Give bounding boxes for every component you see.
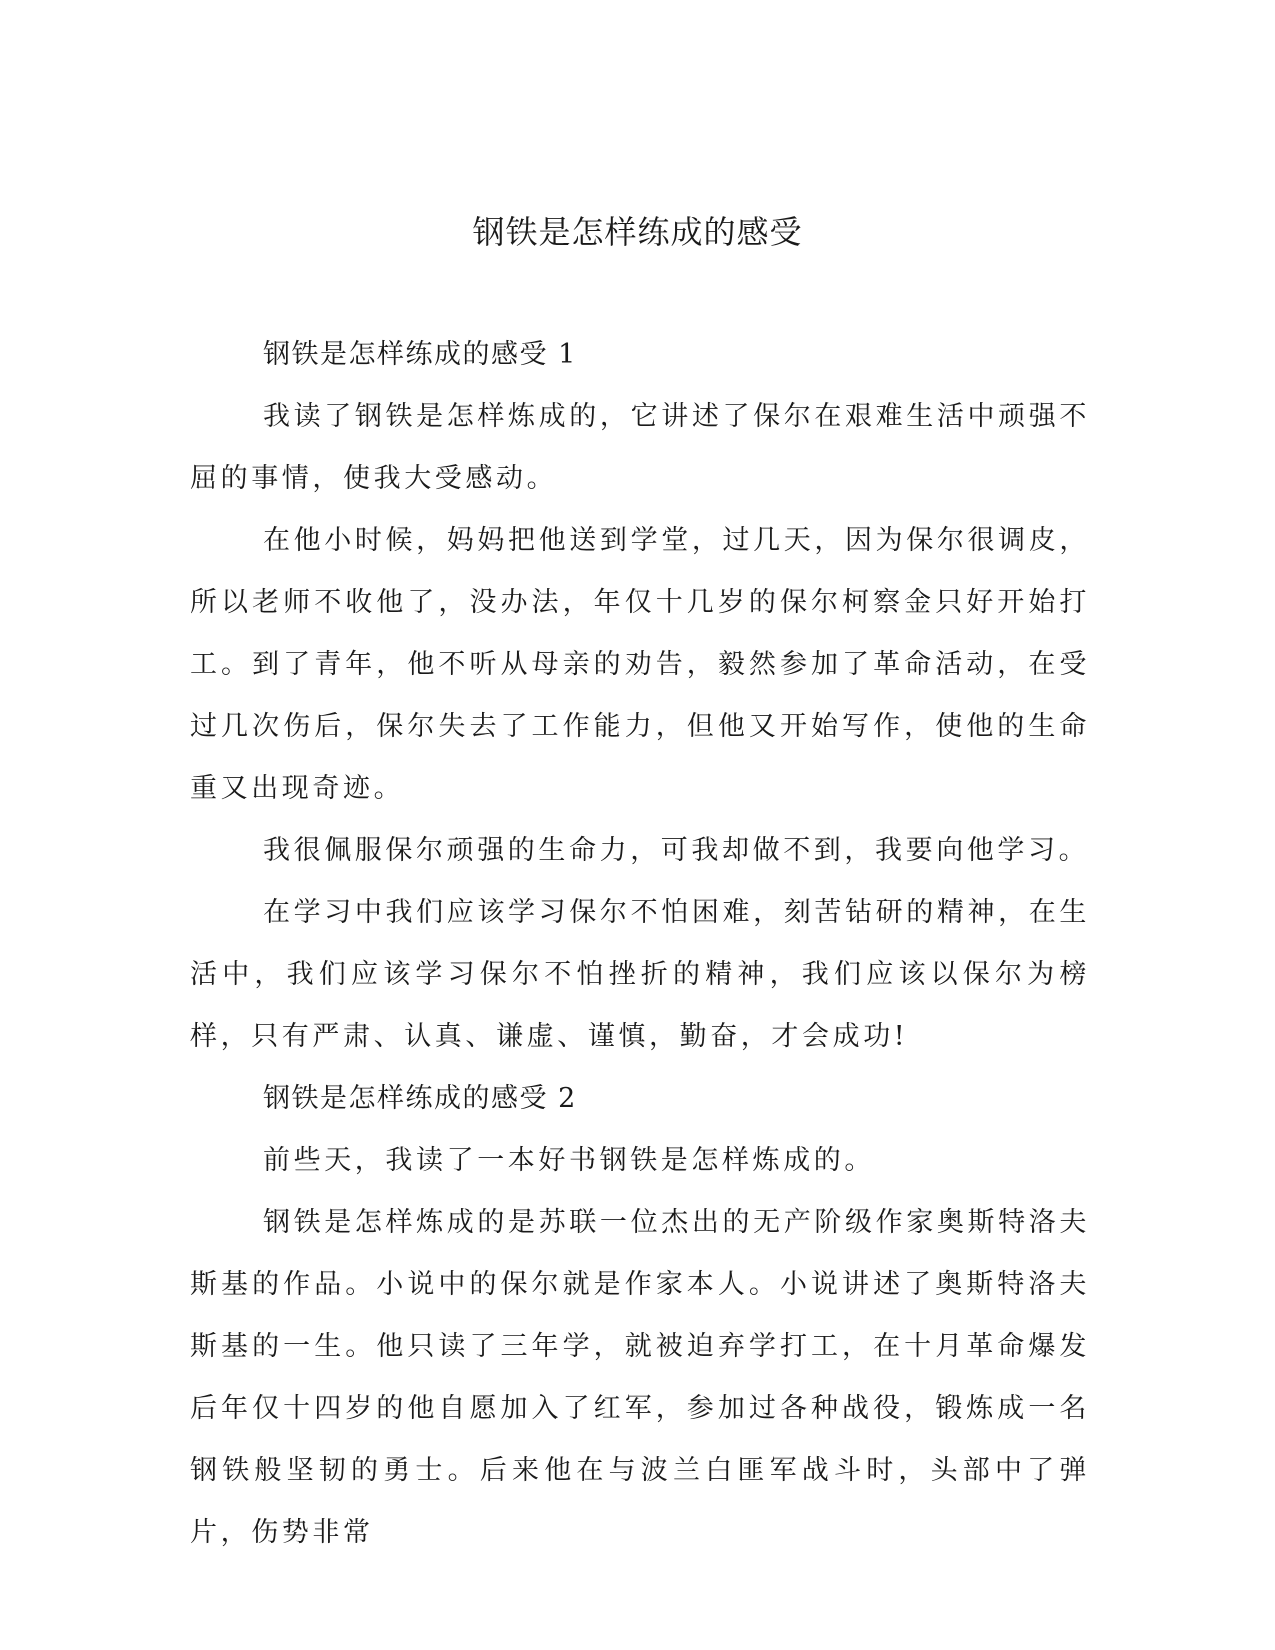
section-heading-1: 钢铁是怎样练成的感受 1 bbox=[263, 339, 577, 370]
paragraph: 我很佩服保尔顽强的生命力，可我却做不到，我要向他学习。 bbox=[263, 835, 1090, 866]
document-title: 钢铁是怎样练成的感受 bbox=[472, 213, 803, 251]
paragraph: 在学习中我们应该学习保尔不怕困难，刻苦钻研的精神，在生活中，我们应该学习保尔不怕挫折的精神，我们应该以保尔为榜样，只有严肃、认真、谦虚、谨慎，勤奋，才会成功! bbox=[190, 897, 1090, 1052]
paragraph: 我读了钢铁是怎样炼成的，它讲述了保尔在艰难生活中顽强不屈的事情，使我大受感动。 bbox=[190, 401, 1090, 494]
paragraph: 在他小时候，妈妈把他送到学堂，过几天，因为保尔很调皮，所以老师不收他了，没办法，年仅十几岁的保尔柯察金只好开始打工。到了青年，他不听从母亲的劝告，毅然参加了革命活动，在受过几次伤后，保尔失去了工作能力，但他又开始写作，使他的生命重又出现奇迹。 bbox=[190, 525, 1090, 804]
section-heading-2: 钢铁是怎样练成的感受 2 bbox=[263, 1083, 577, 1114]
paragraph: 前些天，我读了一本好书钢铁是怎样炼成的。 bbox=[263, 1145, 875, 1176]
paragraph: 钢铁是怎样炼成的是苏联一位杰出的无产阶级作家奥斯特洛夫斯基的作品。小说中的保尔就是作家本人。小说讲述了奥斯特洛夫斯基的一生。他只读了三年学，就被迫弃学打工，在十月革命爆发后年仅十四岁的他自愿加入了红军，参加过各种战役，锻炼成一名钢铁般坚韧的勇士。后来他在与波兰白匪军战斗时，头部中了弹片，伤势非常 bbox=[190, 1207, 1090, 1548]
document-body bbox=[190, 324, 1090, 1564]
